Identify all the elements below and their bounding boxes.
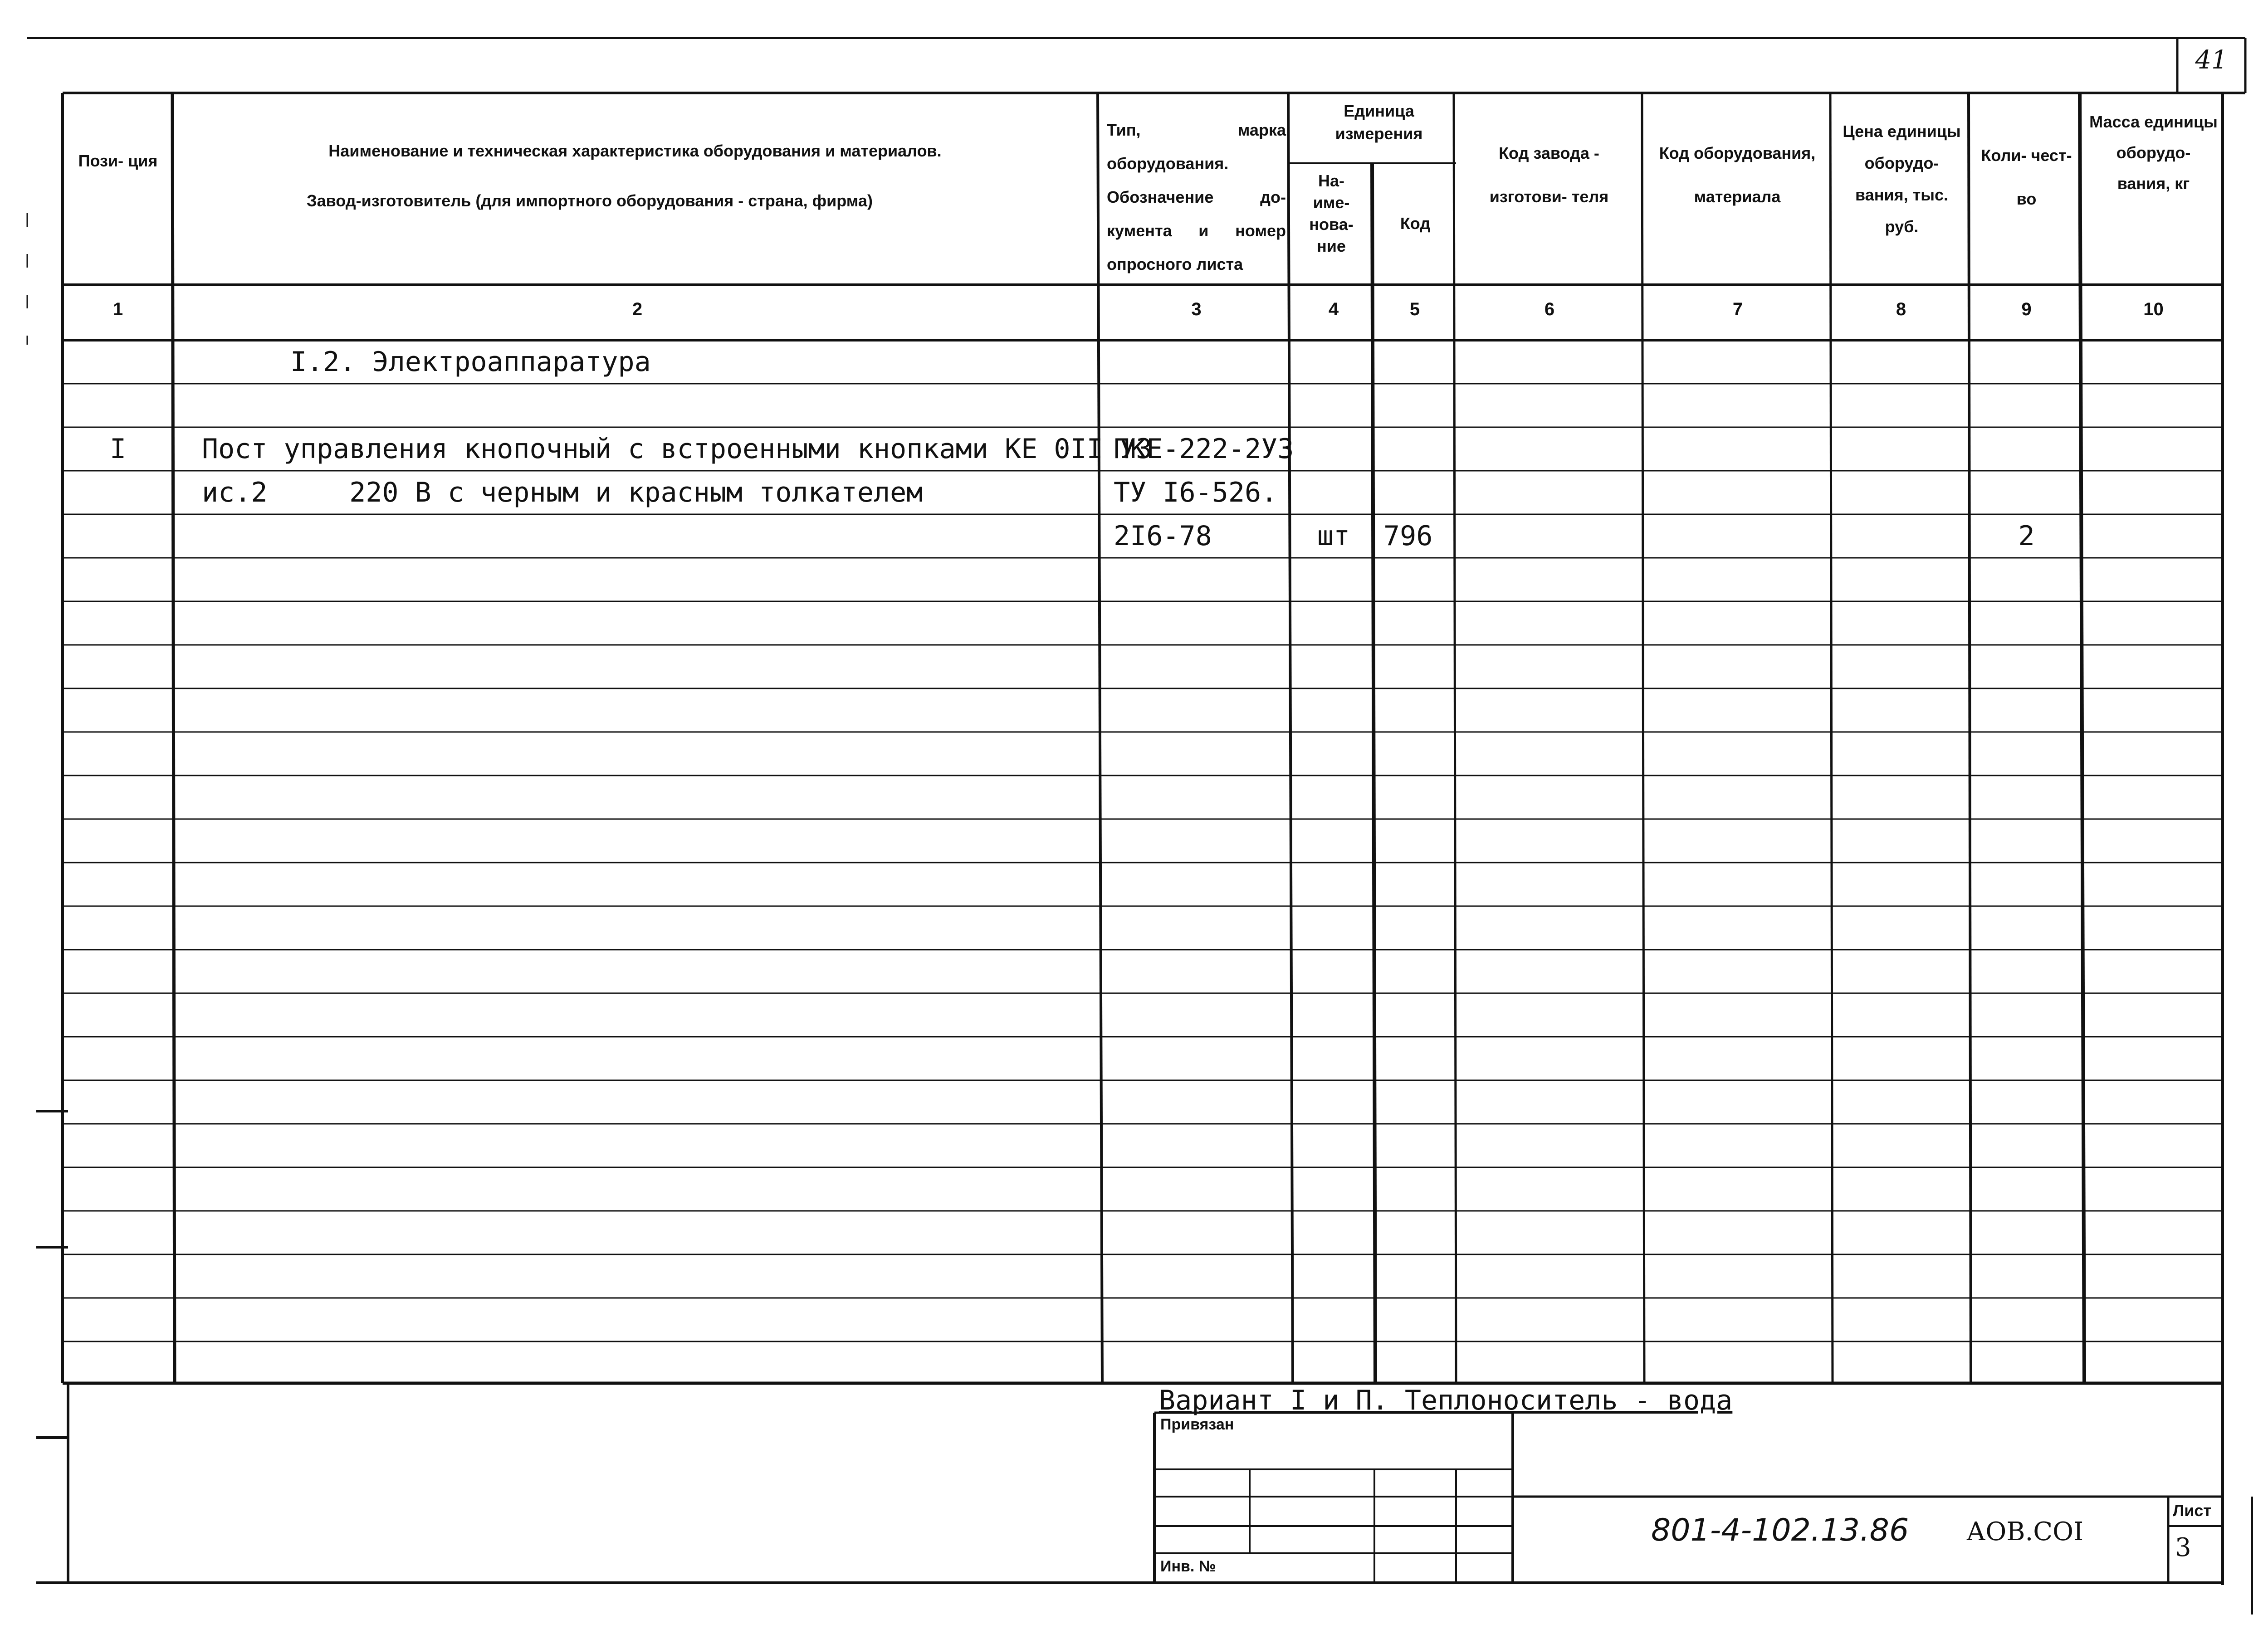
- column-number-5: 5: [1409, 299, 1420, 319]
- row-4-name: ис.2 220 В с черным и красным толкателем: [202, 477, 923, 508]
- header-col45-group: Единица измерения: [1335, 102, 1423, 143]
- header-col6: Код завода - изготови- теля: [1489, 144, 1609, 206]
- column-number-1: 1: [112, 299, 123, 319]
- row-5-quantity: 2: [2018, 520, 2035, 552]
- row-5-type: 2I6-78: [1114, 520, 1212, 552]
- variant-note: Вариант I и П. Теплоноситель - вода: [1159, 1385, 1733, 1416]
- header-col5: Код: [1400, 214, 1431, 233]
- row-3-name: Пост управления кнопочный с встроенными кнопками КЕ 0II У3: [202, 433, 1153, 465]
- column-number-4: 4: [1328, 299, 1339, 319]
- column-number-2: 2: [632, 299, 643, 319]
- header-col2-line1: Наименование и техническая характеристика оборудования и материалов.: [328, 141, 942, 160]
- column-number-6: 6: [1544, 299, 1555, 319]
- header-col3: Тип, марка оборудования. Обозначение до- кумента и номер опросного листа: [1107, 121, 1286, 273]
- row-4-type: ТУ I6-526.: [1114, 477, 1278, 508]
- row-1-name: I.2. Электроаппаратура: [290, 346, 651, 378]
- privyazan-label: Привязан: [1160, 1416, 1234, 1433]
- column-number-7: 7: [1732, 299, 1743, 319]
- row-3-position: I: [109, 433, 127, 465]
- header-col8: Цена единицы оборудо- вания, тыс. руб.: [1843, 122, 1961, 236]
- row-3-type: ПКЕ-222-2У3: [1114, 433, 1294, 465]
- header-col4: На- име- нова- ние: [1309, 171, 1354, 255]
- column-number-3: 3: [1191, 299, 1202, 319]
- header-col9: Коли- чест- во: [1981, 146, 2072, 208]
- header-col2-line2: Завод-изготовитель (для импортного оборудования - страна, фирма): [307, 191, 873, 210]
- row-5-unit: шт: [1317, 520, 1350, 552]
- document-code: 801-4-102.13.86: [1651, 1512, 1909, 1548]
- header-col1: Пози- ция: [78, 151, 158, 170]
- column-number-10: 10: [2143, 299, 2164, 319]
- sheet-corner-number: 41: [2195, 45, 2228, 75]
- sheet-number: 3: [2175, 1533, 2191, 1562]
- column-number-9: 9: [2021, 299, 2032, 319]
- sheet-label: Лист: [2173, 1501, 2212, 1520]
- inventory-number-label: Инв. №: [1160, 1558, 1216, 1575]
- header-col7: Код оборудования, материала: [1659, 144, 1816, 206]
- document-suffix: АОВ.СОI: [1966, 1517, 2084, 1546]
- column-number-8: 8: [1896, 299, 1906, 319]
- row-5-code: 796: [1383, 520, 1433, 552]
- header-col10: Масса единицы оборудо- вания, кг: [2089, 112, 2218, 193]
